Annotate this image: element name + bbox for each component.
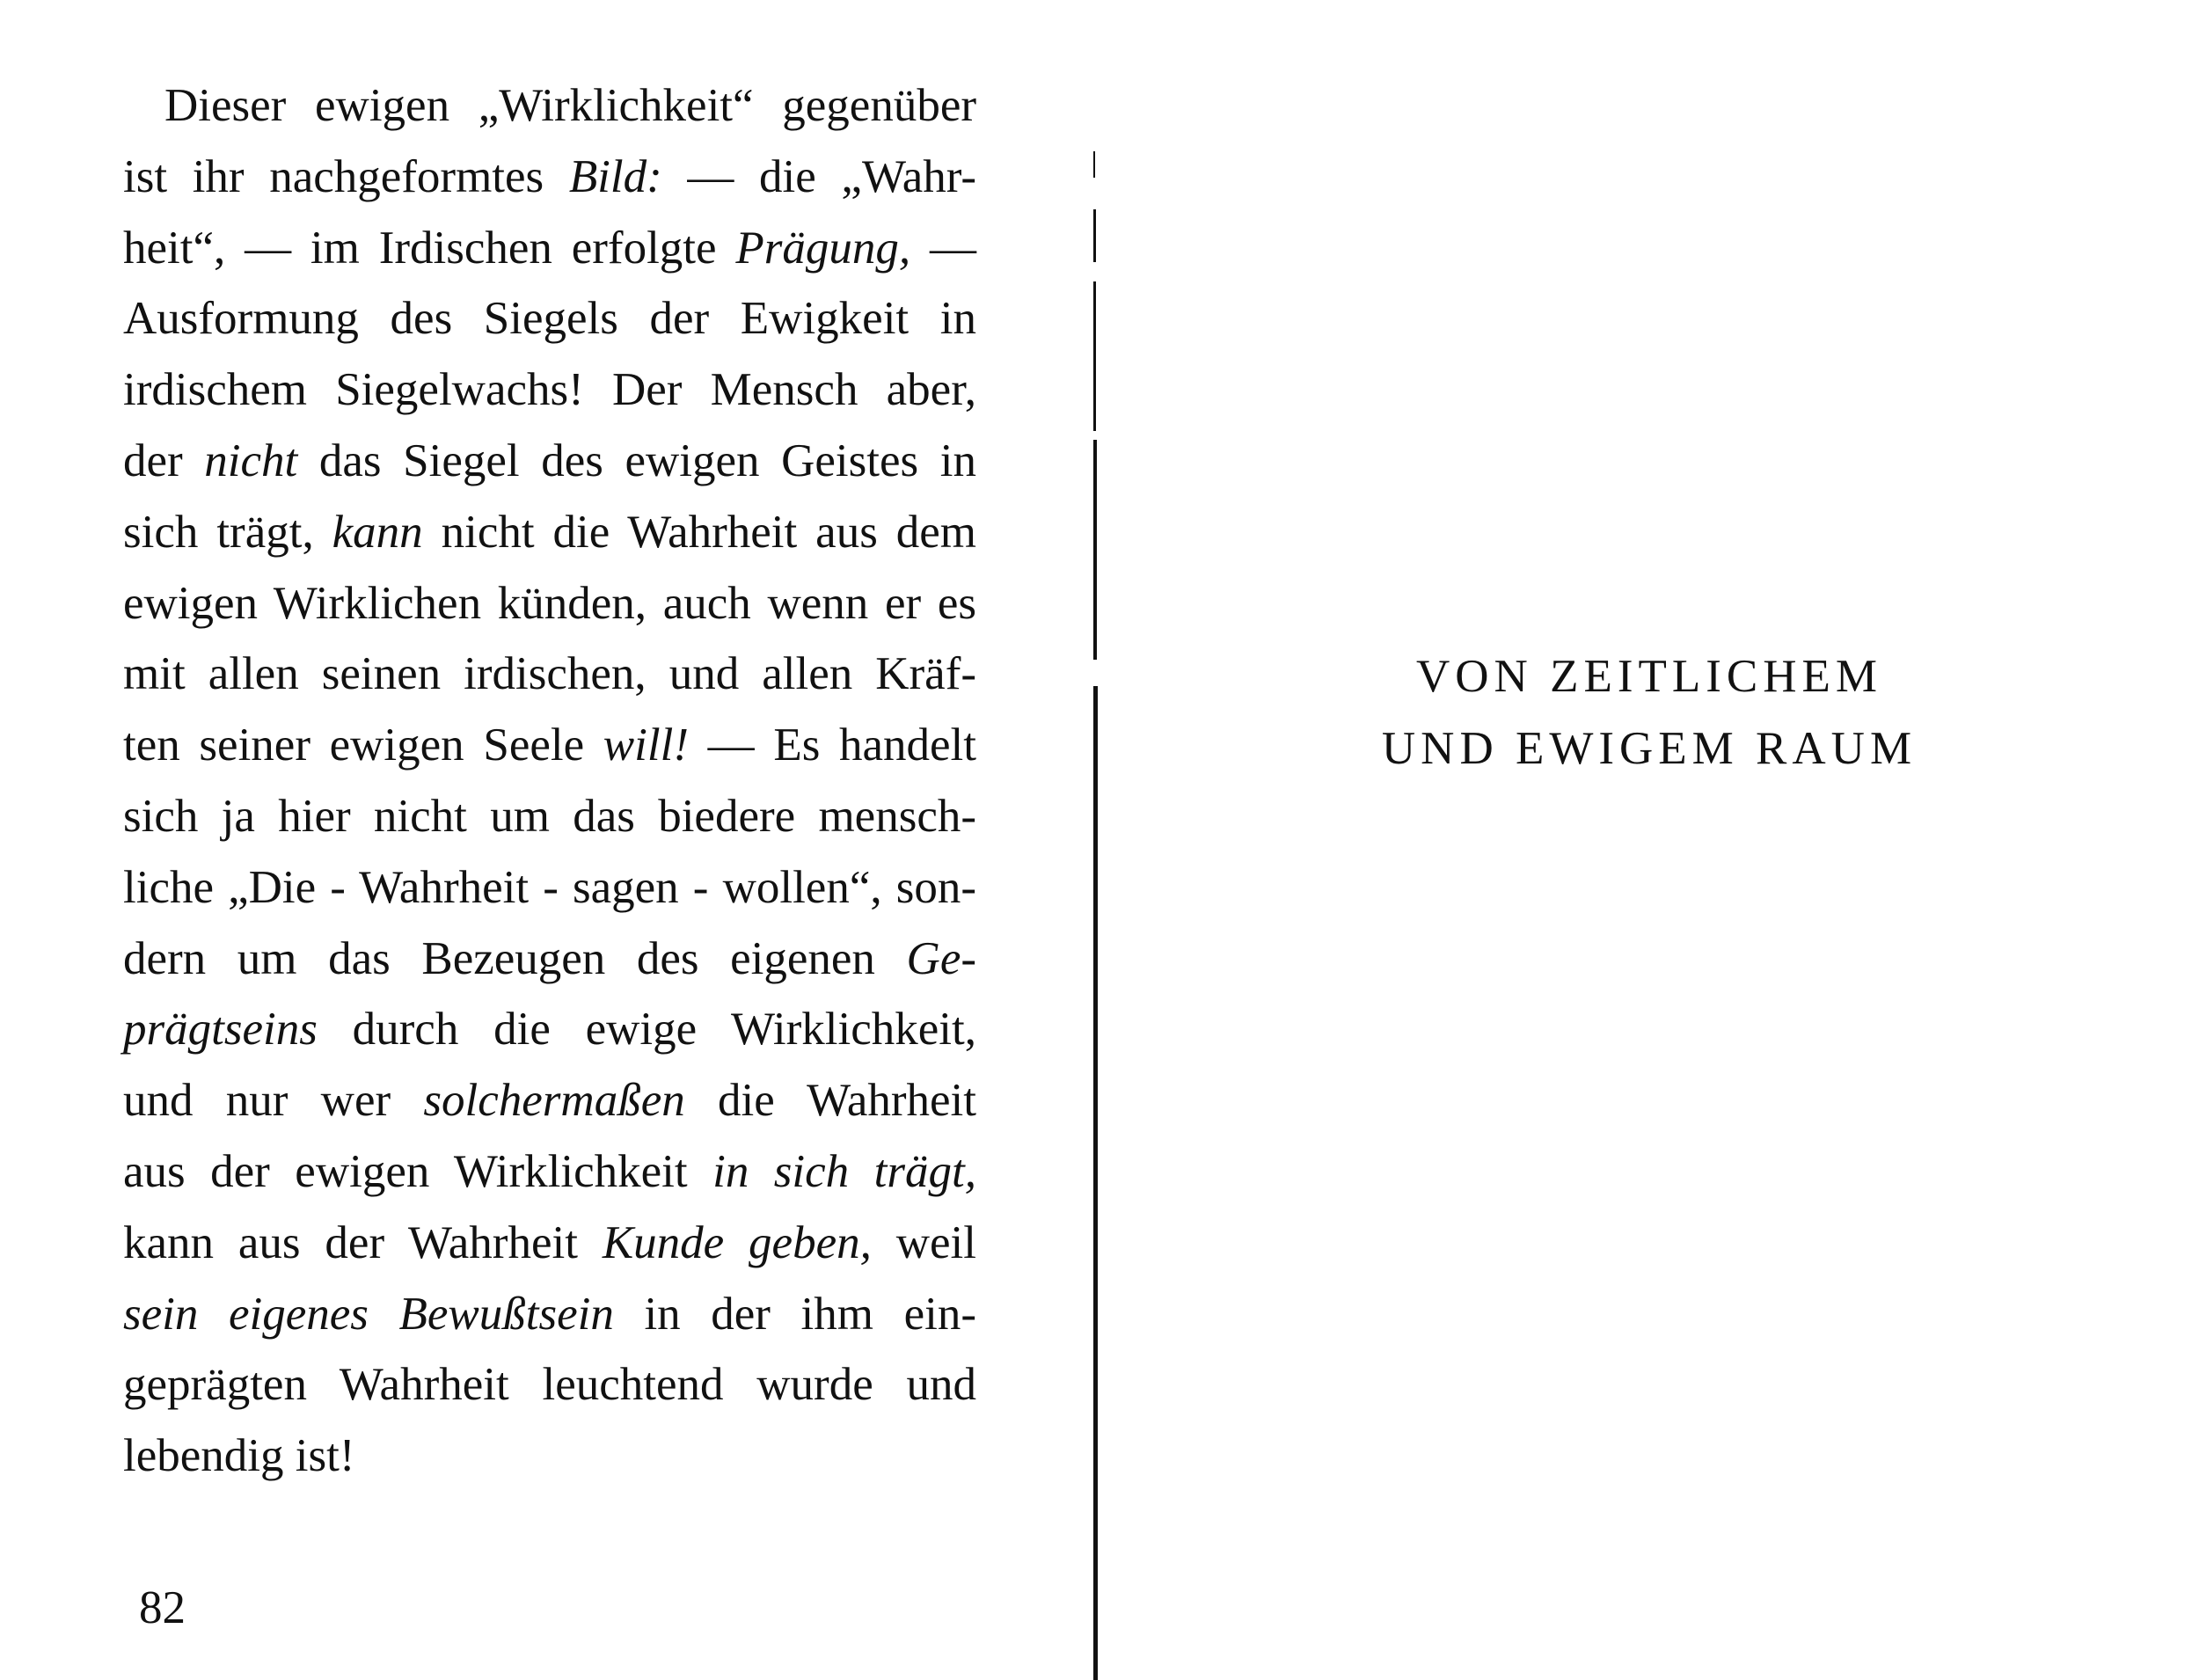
text-line: [123, 781, 976, 852]
text-segment: die Wahrheit: [684, 1075, 976, 1127]
emphasis-text: prägtseins: [123, 1004, 318, 1055]
text-line: [123, 1279, 976, 1350]
text-segment: irdischem Siegelwachs! Der Mensch aber,: [123, 364, 976, 416]
text-segment: sich ja hier nicht um das biedere mensch-: [123, 790, 976, 842]
text-segment: und nur wer: [123, 1075, 424, 1127]
gutter-line: [1093, 440, 1097, 660]
text-line: [123, 994, 976, 1065]
text-segment: liche „Die - Wahrheit - sagen - wollen“, son-: [123, 861, 976, 913]
emphasis-text: Bild:: [568, 150, 662, 202]
text-line: [123, 426, 976, 497]
text-line: [123, 852, 976, 924]
text-line: [123, 1136, 976, 1208]
text-segment: heit“, — im Irdischen erfolgte: [123, 222, 736, 274]
text-segment: Ausformung des Siegels der Ewigkeit in: [123, 293, 976, 345]
gutter-line: [1093, 686, 1098, 1680]
emphasis-text: Prägung,: [735, 222, 911, 274]
text-segment: dern um das Bezeugen des eigenen: [123, 932, 907, 984]
text-segment: in der ihm ein-: [613, 1288, 976, 1340]
text-segment: — die „Wahr-: [661, 150, 976, 202]
chapter-title-line-1: VON ZEITLICHEM: [1416, 651, 1882, 702]
chapter-title: [1100, 640, 2199, 785]
text-line: [123, 142, 976, 213]
gutter-line: [1093, 281, 1096, 431]
text-line: [123, 497, 976, 568]
emphasis-text: sein eigenes Bewußtsein: [123, 1288, 614, 1340]
text-segment: mit allen seinen irdischen, und allen Kräf-: [123, 648, 976, 700]
text-line: [123, 354, 976, 426]
text-line: [123, 1349, 976, 1421]
text-line: [123, 639, 976, 710]
text-segment: durch die ewige Wirklichkeit,: [317, 1004, 976, 1055]
text-segment: ten seiner ewigen Seele: [123, 719, 603, 771]
gutter-line: [1093, 151, 1095, 178]
emphasis-text: will!: [603, 719, 689, 771]
gutter-line: [1093, 209, 1096, 262]
text-segment: lebendig ist!: [123, 1430, 355, 1482]
page-number: 82: [139, 1582, 186, 1633]
text-segment: kann aus der Wahrheit: [123, 1216, 603, 1268]
text-line: [123, 283, 976, 354]
text-segment: ewigen Wirklichen künden, auch wenn er es: [123, 577, 976, 629]
text-segment: —: [910, 222, 976, 274]
text-line: [123, 1065, 976, 1136]
text-segment: Dieser ewigen „Wirklichkeit“ gegenüber: [164, 80, 976, 131]
text-line: [123, 1421, 976, 1492]
emphasis-text: solchermaßen: [423, 1075, 685, 1127]
text-segment: geprägten Wahrheit leuchtend wurde und: [123, 1359, 976, 1411]
text-line: [123, 1208, 976, 1279]
text-line: [123, 213, 976, 284]
text-segment: ist ihr nachgeformtes: [123, 150, 569, 202]
right-page: [1100, 0, 2199, 1680]
text-line: [123, 710, 976, 781]
text-line: [123, 924, 976, 995]
emphasis-text: Ge-: [906, 932, 976, 984]
text-line: [123, 568, 976, 639]
text-segment: — Es handelt: [688, 719, 976, 771]
text-segment: aus der ewigen Wirklichkeit: [123, 1145, 713, 1197]
emphasis-text: kann: [332, 506, 423, 558]
text-line: [123, 70, 976, 142]
text-segment: das Siegel des ewigen Geistes in: [297, 435, 976, 486]
text-segment: nicht die Wahrheit aus dem: [422, 506, 977, 558]
chapter-title-line-2: UND EWIGEM RAUM: [1381, 723, 1918, 774]
emphasis-text: Kunde geben,: [602, 1216, 872, 1268]
text-segment: der: [123, 435, 205, 486]
left-page: [0, 0, 1086, 1680]
text-segment: weil: [871, 1216, 976, 1268]
emphasis-text: in sich trägt,: [712, 1145, 976, 1197]
emphasis-text: nicht: [204, 435, 298, 486]
body-text: [123, 70, 976, 1492]
text-segment: sich trägt,: [123, 506, 332, 558]
